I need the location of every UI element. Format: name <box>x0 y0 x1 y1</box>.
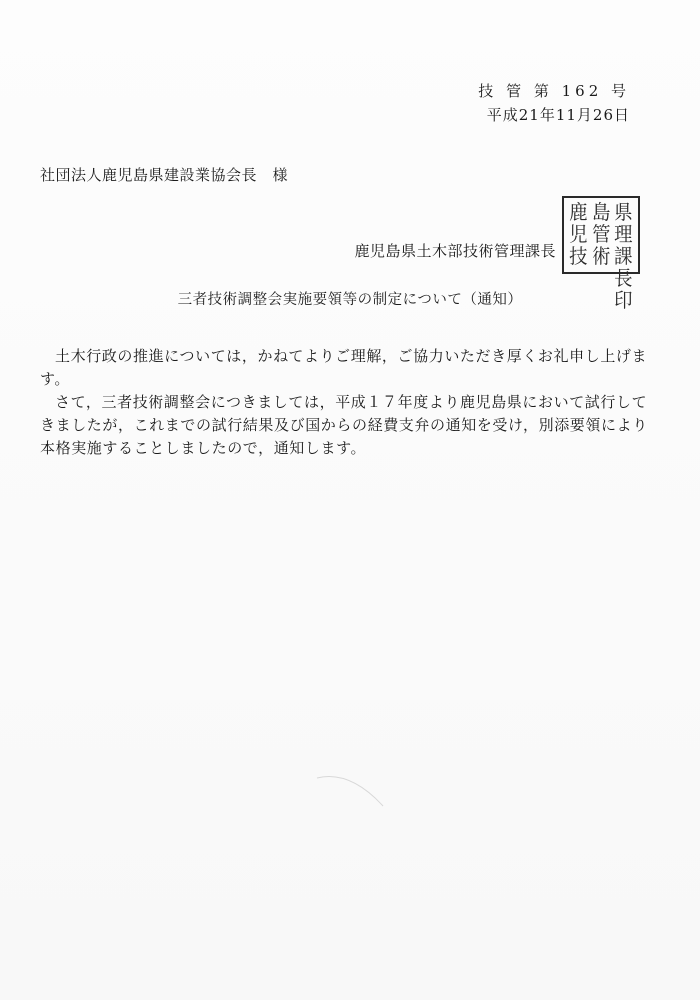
body-paragraph: さて，三者技術調整会につきましては，平成１７年度より鹿児島県において試行してきましたが，これまでの試行結果及び国からの経費支弁の通知を受け，別添要領により本格実施することしましたので，通知します。 <box>40 393 648 457</box>
recipient: 社団法人鹿児島県建設業協会長 様 <box>40 166 289 184</box>
seal-char: 島 <box>591 200 611 224</box>
seal-char: 県 <box>614 200 633 224</box>
document-number: 技 管 第 162 号 <box>478 82 630 100</box>
seal-char: 管 <box>591 222 611 246</box>
seal-char: 技 <box>569 244 588 268</box>
body-paragraph: 土木行政の推進については，かねてよりご理解，ご協力いただき厚くお礼申し上げます。 <box>40 347 648 388</box>
paper-fold-mark <box>315 770 385 810</box>
official-seal <box>562 196 640 312</box>
seal-char: 鹿 <box>569 200 588 224</box>
seal-char: 理 <box>614 222 633 246</box>
seal-char: 児 <box>569 222 588 246</box>
seal-char: 術 <box>591 244 611 268</box>
sender-block <box>354 196 640 312</box>
document-date: 平成21年11月26日 <box>486 106 630 124</box>
sender: 鹿児島県土木部技術管理課長 <box>354 241 556 260</box>
seal-char: 課長印 <box>614 244 633 312</box>
body-text <box>40 345 662 460</box>
subject-line: 三者技術調整会実施要領等の制定について（通知） <box>177 292 523 308</box>
